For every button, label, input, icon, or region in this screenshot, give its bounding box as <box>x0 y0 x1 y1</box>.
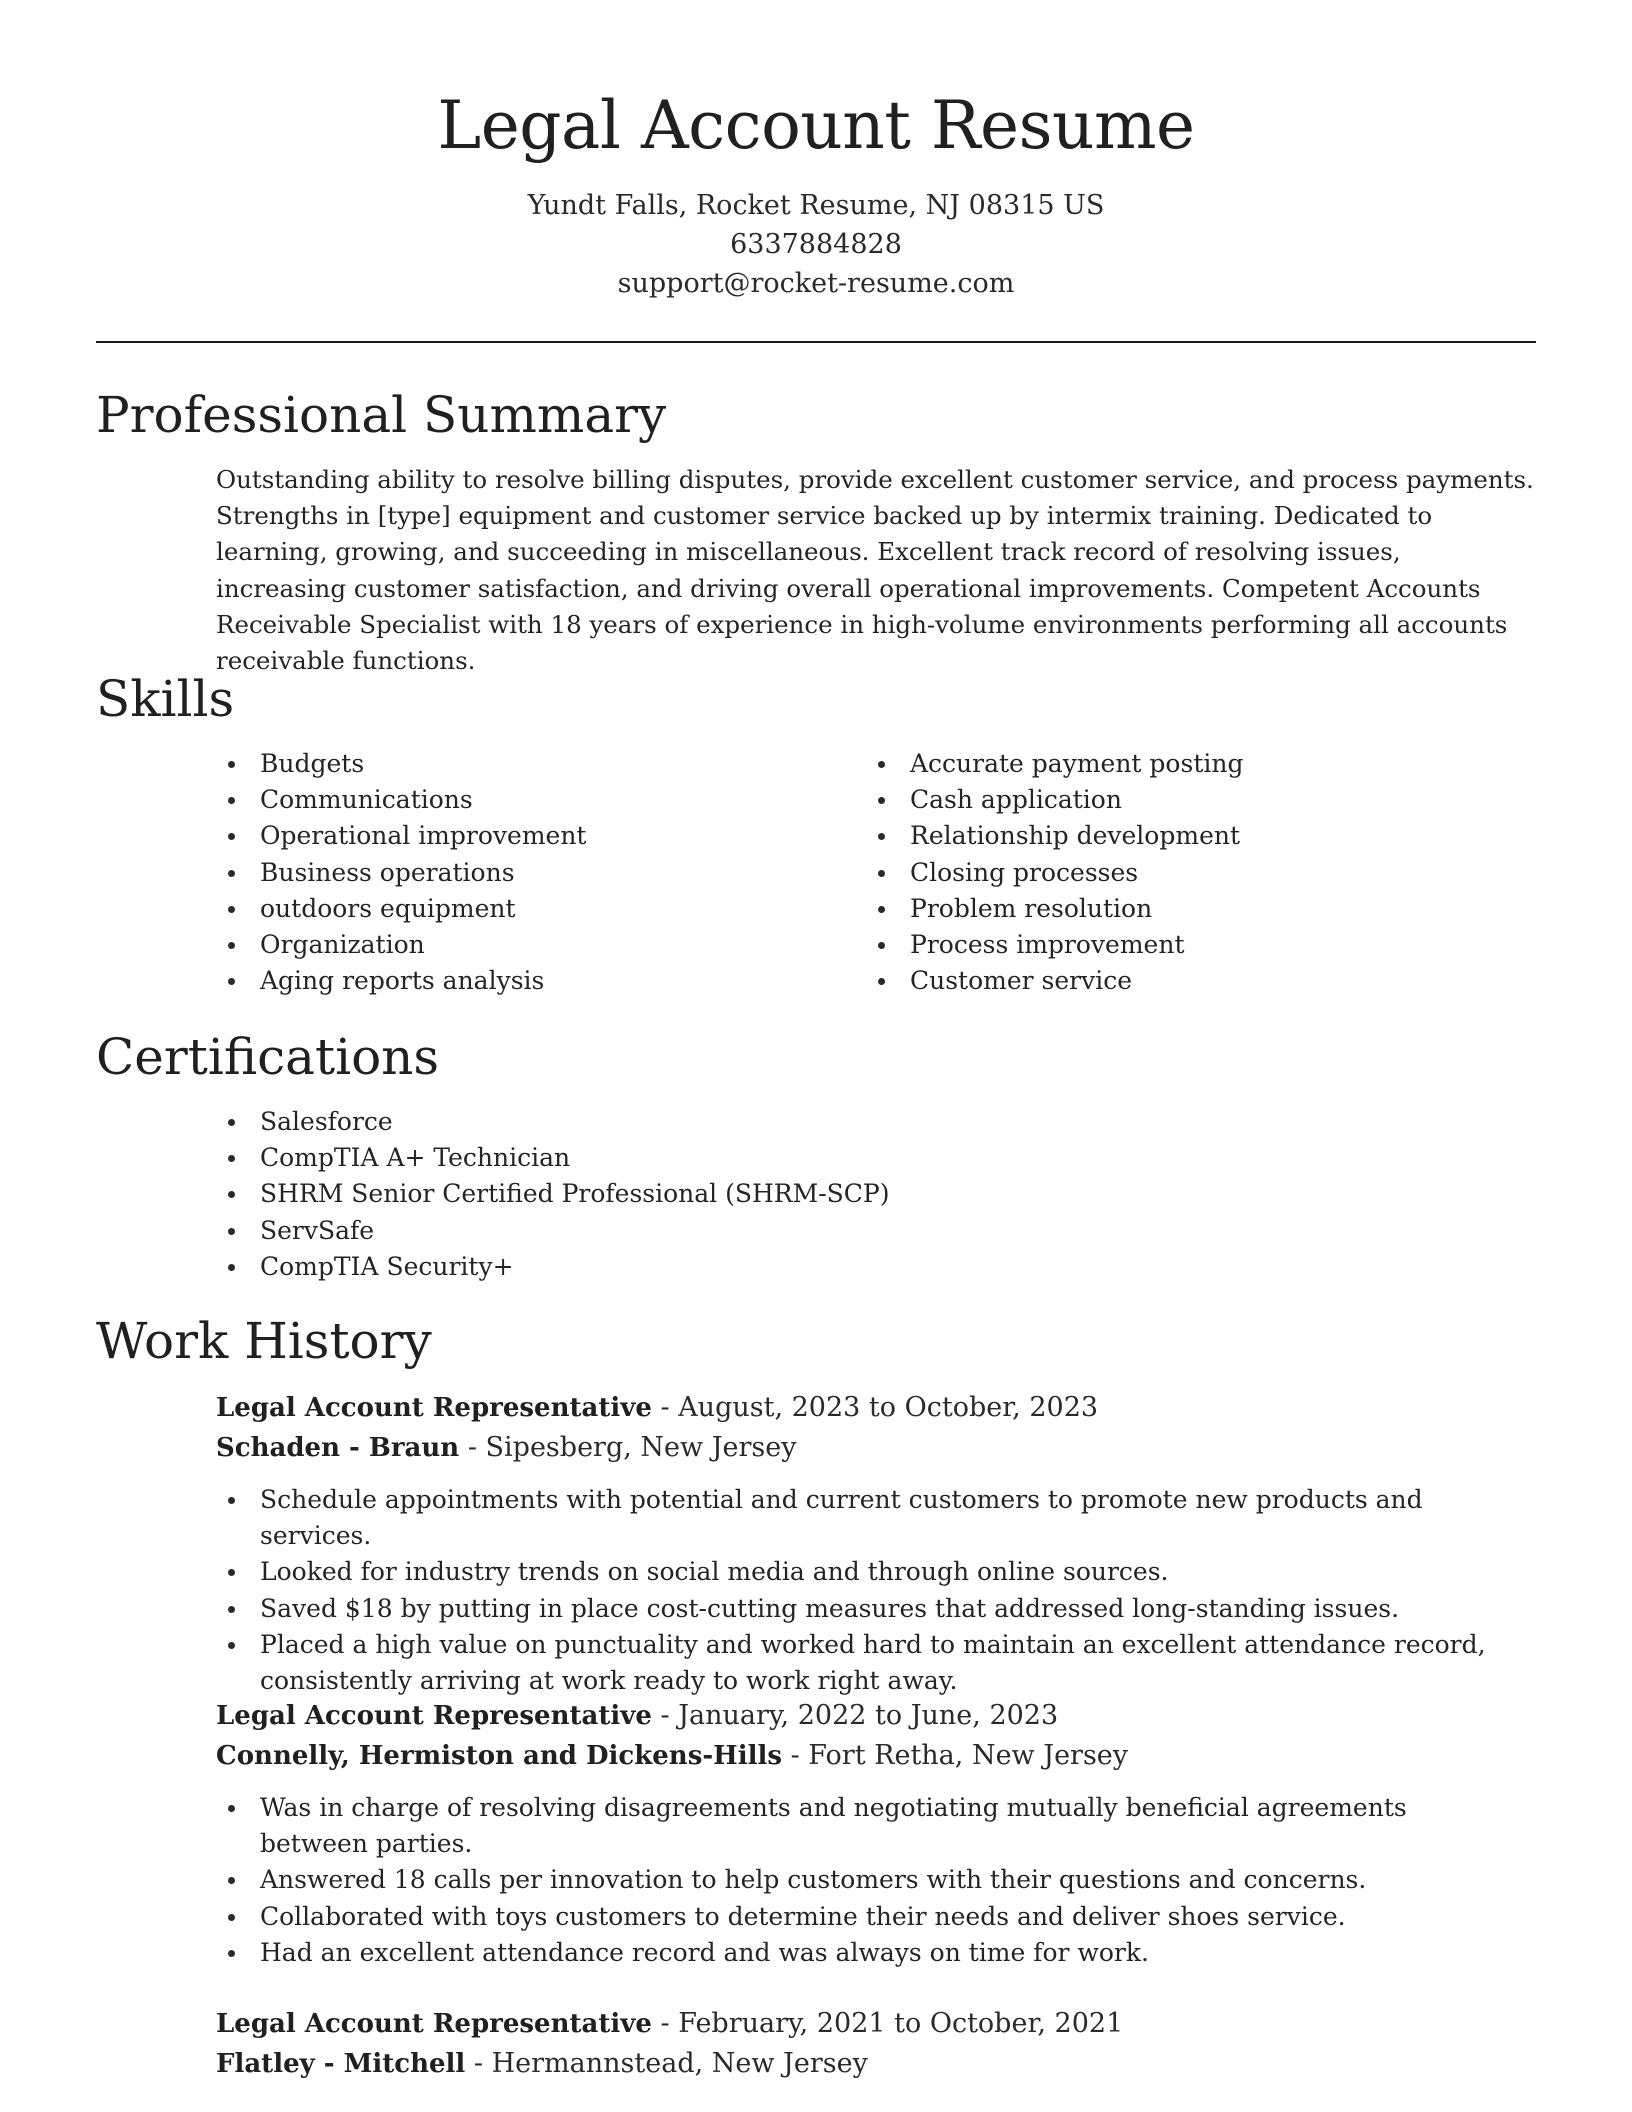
certification-item: Salesforce <box>216 1104 1416 1140</box>
job-role: Legal Account Representative <box>216 2009 652 2039</box>
skill-item: Problem resolution <box>866 891 1486 927</box>
skill-item: Process improvement <box>866 927 1486 963</box>
certification-item: CompTIA A+ Technician <box>216 1140 1416 1176</box>
job-separator: - <box>660 2008 679 2039</box>
job-dates: August, 2023 to October, 2023 <box>678 1392 1099 1423</box>
job-role: Legal Account Representative <box>216 1701 652 1731</box>
certification-item: CompTIA Security+ <box>216 1249 1416 1285</box>
job-separator: - <box>473 2048 492 2079</box>
skill-item: Customer service <box>866 963 1486 999</box>
job-company: Flatley - Mitchell <box>216 2049 466 2079</box>
summary-text: Outstanding ability to resolve billing disputes, provide excellent customer service, and process payments. Strengths in [type] equipment and customer service backed up by intermix training. Dedicated to learning, growing, and succeeding in miscellaneous. Excellent track record of resolving issues, increasing customer satisfaction, and driving overall operational improvements. Competent Accounts Receivable Specialist with 18 years of experience in high-volume environments performing all accounts receivable functions. <box>216 465 1534 676</box>
job-company-line <box>216 2044 868 2084</box>
job-title-line <box>216 1696 1058 1736</box>
job-location: Fort Retha, New Jersey <box>808 1740 1129 1771</box>
job-duties-list <box>216 1482 1516 1699</box>
job-duty-item: Was in charge of resolving disagreements and negotiating mutually beneficial agreements between parties. <box>216 1790 1516 1862</box>
job-company-line <box>216 1736 1128 1776</box>
skills-list-right <box>866 746 1486 999</box>
certifications-list <box>216 1104 1416 1285</box>
summary-heading: Professional Summary <box>96 386 667 444</box>
certification-item: ServSafe <box>216 1213 1416 1249</box>
resume-header <box>0 84 1632 303</box>
skills-list-left <box>216 746 836 999</box>
job-dates: January, 2022 to June, 2023 <box>678 1700 1059 1731</box>
job-duty-item: Collaborated with toys customers to determine their needs and deliver shoes service. <box>216 1899 1516 1935</box>
job-separator: - <box>790 1740 809 1771</box>
certification-item: SHRM Senior Certified Professional (SHRM-SCP) <box>216 1176 1416 1212</box>
resume-name: Legal Account Resume <box>437 87 1195 164</box>
header-divider <box>96 341 1536 343</box>
job-company: Connelly, Hermiston and Dickens-Hills <box>216 1741 782 1771</box>
job-location: Sipesberg, New Jersey <box>485 1432 797 1463</box>
job-duty-item: Answered 18 calls per innovation to help customers with their questions and concerns. <box>216 1862 1516 1898</box>
job-duty-item: Looked for industry trends on social media and through online sources. <box>216 1554 1516 1590</box>
job-duty-item: Placed a high value on punctuality and worked hard to maintain an excellent attendance record, consistently arriving at work ready to work right away. <box>216 1627 1516 1699</box>
job-duty-item: Had an excellent attendance record and was always on time for work. <box>216 1935 1516 1971</box>
skill-item: Accurate payment posting <box>866 746 1486 782</box>
skill-item: Operational improvement <box>216 818 836 854</box>
job-separator: - <box>660 1700 679 1731</box>
contact-phone: 6337884828 <box>730 229 902 260</box>
skill-item: outdoors equipment <box>216 891 836 927</box>
job-title-line <box>216 1388 1098 1428</box>
skill-item: Cash application <box>866 782 1486 818</box>
job-duty-item: Schedule appointments with potential and current customers to promote new products and services. <box>216 1482 1516 1554</box>
work-history-heading: Work History <box>96 1312 432 1370</box>
skill-item: Organization <box>216 927 836 963</box>
contact-email: support@rocket-resume.com <box>617 268 1015 299</box>
skill-item: Aging reports analysis <box>216 963 836 999</box>
job-separator: - <box>660 1392 679 1423</box>
job-company-line <box>216 1428 797 1468</box>
job-company: Schaden - Braun <box>216 1433 460 1463</box>
job-dates: February, 2021 to October, 2021 <box>678 2008 1124 2039</box>
skill-item: Business operations <box>216 855 836 891</box>
skill-item: Relationship development <box>866 818 1486 854</box>
job-title-line <box>216 2004 1123 2044</box>
certifications-heading: Certifications <box>96 1028 440 1086</box>
job-location: Hermannstead, New Jersey <box>491 2048 868 2079</box>
skill-item: Closing processes <box>866 855 1486 891</box>
job-duties-list <box>216 1790 1516 1971</box>
job-role: Legal Account Representative <box>216 1393 652 1423</box>
job-separator: - <box>467 1432 486 1463</box>
skill-item: Budgets <box>216 746 836 782</box>
job-duty-item: Saved $18 by putting in place cost-cutting measures that addressed long-standing issues. <box>216 1591 1516 1627</box>
contact-address: Yundt Falls, Rocket Resume, NJ 08315 US <box>527 190 1105 221</box>
skill-item: Communications <box>216 782 836 818</box>
contact-block <box>0 186 1632 303</box>
skills-heading: Skills <box>96 670 235 728</box>
